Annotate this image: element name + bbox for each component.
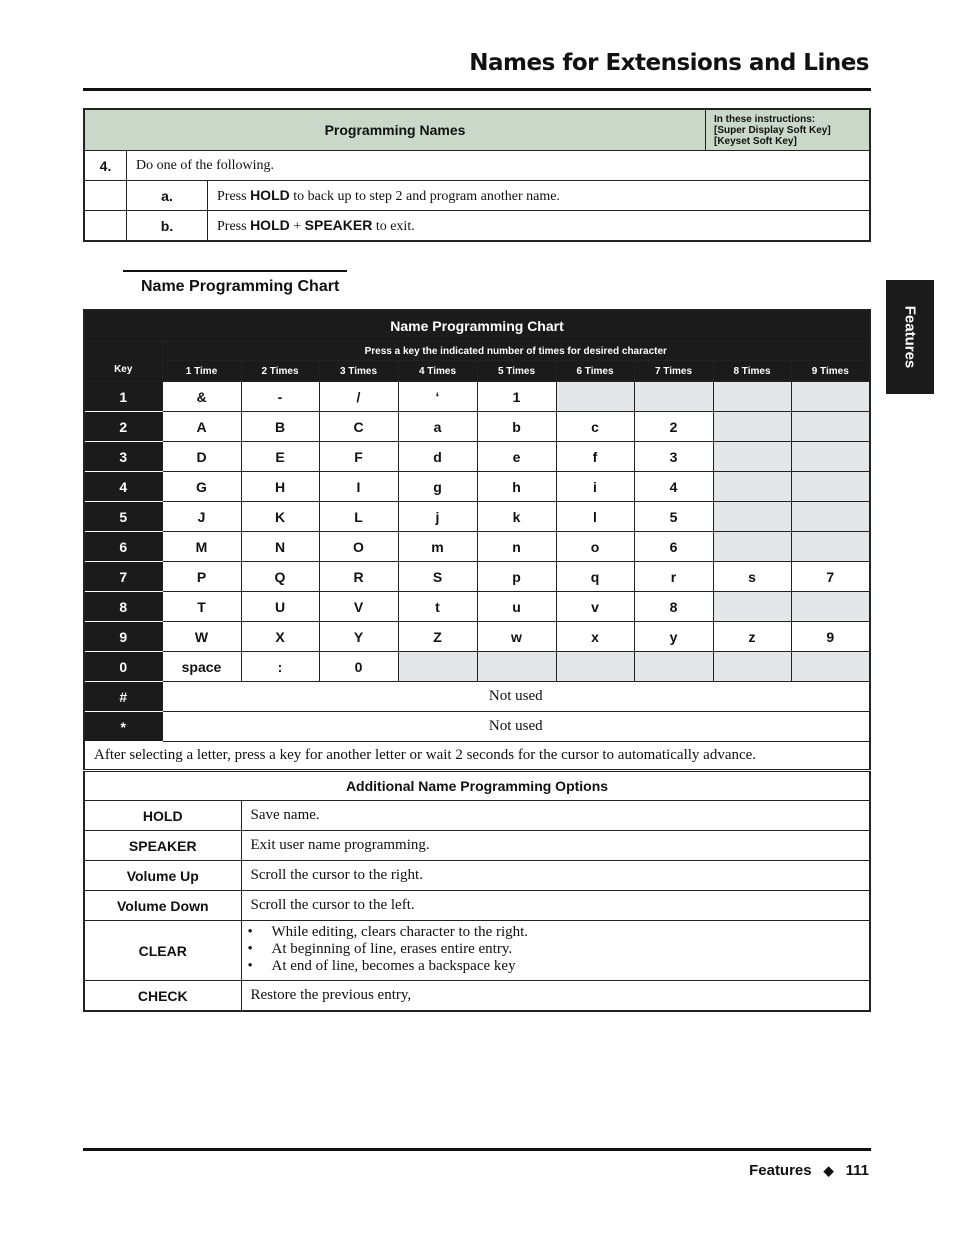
- column-header: 2 Times: [241, 361, 319, 382]
- char-cell: O: [319, 532, 398, 562]
- option-bullet: • At end of line, becomes a backspace key: [242, 958, 870, 975]
- char-cell: B: [241, 412, 319, 442]
- column-header: 5 Times: [477, 361, 556, 382]
- char-cell: I: [319, 472, 398, 502]
- column-header: 1 Time: [162, 361, 241, 382]
- option-letter: a.: [127, 181, 208, 211]
- chart-note: After selecting a letter, press a key for another letter or wait 2 seconds for the cursor to automatically advance.: [84, 742, 870, 771]
- char-cell: r: [634, 562, 713, 592]
- chart-row: [84, 652, 870, 682]
- column-header: 3 Times: [319, 361, 398, 382]
- chart-row: [84, 412, 870, 442]
- option-description: Scroll the cursor to the right.: [241, 861, 870, 891]
- char-cell: l: [556, 502, 634, 532]
- step-number: 4.: [84, 151, 127, 181]
- char-cell: 7: [791, 562, 870, 592]
- char-cell: W: [162, 622, 241, 652]
- option-key: SPEAKER: [84, 831, 241, 861]
- programming-steps-table: [83, 108, 871, 242]
- key-cell: 8: [84, 592, 162, 622]
- char-cell: b: [477, 412, 556, 442]
- char-cell: 3: [634, 442, 713, 472]
- char-cell: G: [162, 472, 241, 502]
- footer-section: Features: [749, 1162, 812, 1179]
- empty-cell: [634, 652, 713, 682]
- char-cell: 5: [634, 502, 713, 532]
- char-cell: J: [162, 502, 241, 532]
- column-header-row: [84, 361, 870, 382]
- option-bullet: • At beginning of line, erases entire entry.: [242, 941, 870, 958]
- char-cell: v: [556, 592, 634, 622]
- option-bullet-list: [251, 924, 870, 975]
- char-cell: 4: [634, 472, 713, 502]
- char-cell: M: [162, 532, 241, 562]
- option-bullet: • While editing, clears character to the right.: [242, 924, 870, 941]
- char-cell: -: [241, 382, 319, 412]
- option-row: [84, 921, 870, 981]
- char-cell: z: [713, 622, 791, 652]
- side-tab-features[interactable]: [886, 280, 934, 394]
- char-cell: n: [477, 532, 556, 562]
- option-row: [84, 891, 870, 921]
- empty-cell: [791, 532, 870, 562]
- step-option-row: [84, 211, 870, 242]
- option-text: Press HOLD to back up to step 2 and program another name.: [208, 181, 871, 211]
- char-cell: o: [556, 532, 634, 562]
- char-cell: X: [241, 622, 319, 652]
- empty-cell: [713, 442, 791, 472]
- option-row: [84, 981, 870, 1012]
- chart-row: [84, 712, 870, 742]
- empty-cell: [791, 502, 870, 532]
- page-number: 111: [845, 1162, 869, 1179]
- diamond-icon: ◆: [823, 1163, 834, 1178]
- programming-table-title: Programming Names: [84, 109, 706, 151]
- column-header: 4 Times: [398, 361, 477, 382]
- not-used-cell: Not used: [162, 712, 870, 742]
- char-cell: f: [556, 442, 634, 472]
- empty-cell: [713, 382, 791, 412]
- empty-cell: [713, 412, 791, 442]
- footer-rule: [83, 1148, 871, 1151]
- section-rule: [123, 270, 347, 272]
- empty-cell: [634, 382, 713, 412]
- option-key: Volume Down: [84, 891, 241, 921]
- char-cell: a: [398, 412, 477, 442]
- key-cell: 2: [84, 412, 162, 442]
- char-cell: &: [162, 382, 241, 412]
- option-key: HOLD: [84, 801, 241, 831]
- char-cell: k: [477, 502, 556, 532]
- empty-cell: [713, 652, 791, 682]
- char-cell: /: [319, 382, 398, 412]
- empty-cell: [477, 652, 556, 682]
- char-cell: 6: [634, 532, 713, 562]
- empty-cell: [791, 592, 870, 622]
- option-text: Press HOLD + SPEAKER to exit.: [208, 211, 871, 242]
- empty-cell: [398, 652, 477, 682]
- empty-cell: [713, 502, 791, 532]
- empty-cell: [791, 652, 870, 682]
- char-cell: m: [398, 532, 477, 562]
- char-cell: S: [398, 562, 477, 592]
- chart-row: [84, 622, 870, 652]
- option-key: Volume Up: [84, 861, 241, 891]
- char-cell: d: [398, 442, 477, 472]
- char-cell: P: [162, 562, 241, 592]
- char-cell: L: [319, 502, 398, 532]
- column-header: 8 Times: [713, 361, 791, 382]
- empty-cell: [713, 592, 791, 622]
- char-cell: V: [319, 592, 398, 622]
- char-cell: Q: [241, 562, 319, 592]
- page-footer: [749, 1162, 869, 1179]
- empty-cell: [556, 382, 634, 412]
- char-cell: ‘: [398, 382, 477, 412]
- key-cell: 1: [84, 382, 162, 412]
- not-used-cell: Not used: [162, 682, 870, 712]
- empty-cell: [791, 442, 870, 472]
- option-key: CHECK: [84, 981, 241, 1012]
- option-row: [84, 861, 870, 891]
- key-cell: 7: [84, 562, 162, 592]
- chart-subtitle: Press a key the indicated number of times for desired character: [162, 342, 870, 361]
- empty-cell: [791, 382, 870, 412]
- char-cell: T: [162, 592, 241, 622]
- option-key: CLEAR: [84, 921, 241, 981]
- chart-row: [84, 502, 870, 532]
- char-cell: y: [634, 622, 713, 652]
- char-cell: h: [477, 472, 556, 502]
- section-title: Name Programming Chart: [141, 278, 340, 295]
- key-cell: #: [84, 682, 162, 712]
- char-cell: w: [477, 622, 556, 652]
- chart-row: [84, 592, 870, 622]
- chart-title: Name Programming Chart: [84, 310, 870, 342]
- empty-cell: [713, 472, 791, 502]
- chart-note-row: [84, 742, 870, 771]
- instructions-note: In these instructions: [Super Display Soft Key] [Keyset Soft Key]: [706, 109, 871, 151]
- step-option-row: [84, 181, 870, 211]
- option-description: Restore the previous entry,: [241, 981, 870, 1012]
- char-cell: g: [398, 472, 477, 502]
- char-cell: :: [241, 652, 319, 682]
- char-cell: 9: [791, 622, 870, 652]
- char-cell: s: [713, 562, 791, 592]
- chart-row: [84, 472, 870, 502]
- char-cell: R: [319, 562, 398, 592]
- chart-row: [84, 532, 870, 562]
- chart-row: [84, 382, 870, 412]
- char-cell: space: [162, 652, 241, 682]
- char-cell: K: [241, 502, 319, 532]
- header-rule: [83, 88, 871, 91]
- option-description: [241, 921, 870, 981]
- step-text: Do one of the following.: [127, 151, 871, 181]
- chart-row: [84, 442, 870, 472]
- empty-cell: [713, 532, 791, 562]
- char-cell: c: [556, 412, 634, 442]
- empty-cell: [791, 412, 870, 442]
- char-cell: A: [162, 412, 241, 442]
- char-cell: i: [556, 472, 634, 502]
- chart-row: [84, 682, 870, 712]
- empty-cell: [791, 472, 870, 502]
- option-letter: b.: [127, 211, 208, 242]
- option-row: [84, 831, 870, 861]
- options-title: Additional Name Programming Options: [84, 771, 870, 801]
- char-cell: t: [398, 592, 477, 622]
- char-cell: 8: [634, 592, 713, 622]
- key-cell: 0: [84, 652, 162, 682]
- char-cell: 0: [319, 652, 398, 682]
- char-cell: Z: [398, 622, 477, 652]
- option-description: Scroll the cursor to the left.: [241, 891, 870, 921]
- char-cell: Y: [319, 622, 398, 652]
- char-cell: p: [477, 562, 556, 592]
- options-title-row: [84, 771, 870, 801]
- column-header: 7 Times: [634, 361, 713, 382]
- side-tab-label: Features: [901, 305, 919, 369]
- char-cell: N: [241, 532, 319, 562]
- char-cell: F: [319, 442, 398, 472]
- char-cell: u: [477, 592, 556, 622]
- key-column-header: Key: [84, 342, 162, 382]
- column-header: 9 Times: [791, 361, 870, 382]
- key-cell: 3: [84, 442, 162, 472]
- chart-row: [84, 562, 870, 592]
- char-cell: E: [241, 442, 319, 472]
- char-cell: U: [241, 592, 319, 622]
- key-cell: *: [84, 712, 162, 742]
- key-cell: 9: [84, 622, 162, 652]
- key-cell: 6: [84, 532, 162, 562]
- key-cell: 4: [84, 472, 162, 502]
- char-cell: q: [556, 562, 634, 592]
- column-header: 6 Times: [556, 361, 634, 382]
- char-cell: j: [398, 502, 477, 532]
- char-cell: H: [241, 472, 319, 502]
- page-title: Names for Extensions and Lines: [469, 50, 869, 76]
- char-cell: D: [162, 442, 241, 472]
- option-row: [84, 801, 870, 831]
- char-cell: 2: [634, 412, 713, 442]
- option-description: Save name.: [241, 801, 870, 831]
- option-description: Exit user name programming.: [241, 831, 870, 861]
- empty-cell: [556, 652, 634, 682]
- name-programming-chart: [83, 309, 871, 1012]
- char-cell: C: [319, 412, 398, 442]
- char-cell: 1: [477, 382, 556, 412]
- key-cell: 5: [84, 502, 162, 532]
- char-cell: x: [556, 622, 634, 652]
- char-cell: e: [477, 442, 556, 472]
